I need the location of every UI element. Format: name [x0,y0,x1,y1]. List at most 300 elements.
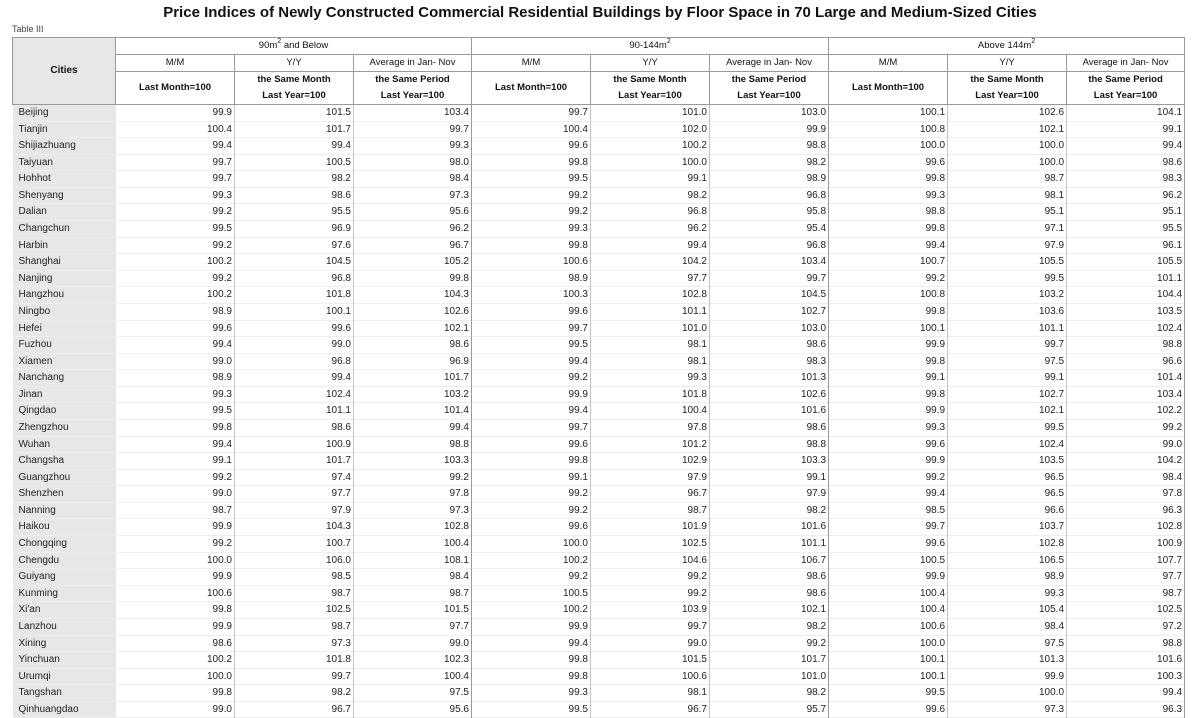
index-value: 97.7 [354,618,472,635]
city-name: Tianjin [13,121,116,138]
index-value: 98.5 [829,502,948,519]
index-value: 102.6 [710,386,829,403]
index-value: 97.3 [354,187,472,204]
index-value: 96.7 [591,486,710,503]
column-base-avg-top: the Same Period [1067,72,1185,89]
city-name: Shijiazhuang [13,138,116,155]
index-value: 99.8 [116,685,235,702]
index-value: 99.2 [116,270,235,287]
table-row [13,436,1185,453]
index-value: 103.2 [948,287,1067,304]
index-value: 96.6 [948,502,1067,519]
index-value: 95.1 [1067,204,1185,221]
index-value: 99.4 [116,337,235,354]
index-value: 98.7 [354,585,472,602]
index-value: 99.3 [116,386,235,403]
index-value: 99.7 [829,519,948,536]
city-name: Hangzhou [13,287,116,304]
index-value: 99.4 [829,237,948,254]
index-value: 99.4 [829,486,948,503]
index-value: 99.8 [829,171,948,188]
column-base-mm: Last Month=100 [116,72,235,105]
column-base-mm: Last Month=100 [829,72,948,105]
table-row [13,386,1185,403]
table-row [13,105,1185,122]
index-value: 101.5 [354,602,472,619]
column-header-yy: Y/Y [235,55,354,72]
column-header-row [13,55,1185,72]
index-value: 96.7 [354,237,472,254]
table-row [13,121,1185,138]
index-value: 98.7 [235,585,354,602]
index-value: 99.2 [116,204,235,221]
index-value: 98.4 [354,171,472,188]
index-value: 100.4 [829,585,948,602]
index-value: 97.5 [354,685,472,702]
index-value: 106.0 [235,552,354,569]
table-row [13,453,1185,470]
index-value: 101.1 [591,303,710,320]
index-value: 98.8 [354,436,472,453]
table-row [13,502,1185,519]
city-name: Wuhan [13,436,116,453]
table-row [13,701,1185,718]
city-name: Kunming [13,585,116,602]
index-value: 98.6 [710,419,829,436]
index-value: 101.0 [591,320,710,337]
index-value: 99.0 [235,337,354,354]
city-name: Guangzhou [13,469,116,486]
table-row [13,337,1185,354]
index-value: 102.5 [235,602,354,619]
index-value: 99.6 [829,536,948,553]
index-value: 100.3 [1067,668,1185,685]
cities-header: Cities [13,38,116,105]
index-value: 99.8 [829,303,948,320]
index-value: 101.7 [235,121,354,138]
city-name: Qinhuangdao [13,701,116,718]
index-value: 98.8 [710,138,829,155]
index-value: 99.8 [354,270,472,287]
table-row [13,685,1185,702]
index-value: 99.1 [116,453,235,470]
index-value: 103.6 [948,303,1067,320]
city-name: Beijing [13,105,116,122]
index-value: 98.1 [591,353,710,370]
index-value: 96.5 [948,486,1067,503]
index-value: 103.2 [354,386,472,403]
table-row [13,635,1185,652]
city-name: Guiyang [13,569,116,586]
index-value: 98.6 [235,419,354,436]
table-row [13,569,1185,586]
index-value: 99.3 [116,187,235,204]
index-value: 100.1 [235,303,354,320]
index-value: 103.4 [1067,386,1185,403]
index-value: 100.1 [829,105,948,122]
index-value: 98.6 [354,337,472,354]
index-value: 99.8 [829,221,948,238]
index-value: 98.2 [710,154,829,171]
index-value: 99.7 [948,337,1067,354]
index-value: 99.9 [116,519,235,536]
index-value: 98.2 [591,187,710,204]
index-value: 97.9 [235,502,354,519]
index-value: 100.5 [472,585,591,602]
index-value: 99.2 [1067,419,1185,436]
index-value: 98.1 [948,187,1067,204]
index-value: 96.1 [1067,237,1185,254]
index-value: 97.4 [235,469,354,486]
index-value: 105.5 [1067,254,1185,271]
table-row [13,618,1185,635]
index-value: 96.8 [710,237,829,254]
index-value: 97.7 [1067,569,1185,586]
index-value: 99.5 [472,171,591,188]
index-value: 101.7 [354,370,472,387]
index-value: 99.5 [829,685,948,702]
index-value: 99.1 [948,370,1067,387]
city-name: Shanghai [13,254,116,271]
index-value: 106.5 [948,552,1067,569]
index-value: 100.0 [591,154,710,171]
index-value: 99.8 [472,453,591,470]
index-value: 100.5 [235,154,354,171]
city-name: Qingdao [13,403,116,420]
index-value: 104.5 [235,254,354,271]
index-value: 99.9 [116,618,235,635]
index-value: 99.9 [829,569,948,586]
table-row [13,652,1185,669]
city-name: Xining [13,635,116,652]
index-value: 99.4 [116,138,235,155]
index-value: 99.8 [472,154,591,171]
index-value: 102.7 [710,303,829,320]
index-value: 98.8 [1067,337,1185,354]
index-value: 99.9 [829,403,948,420]
index-value: 97.8 [1067,486,1185,503]
index-value: 108.1 [354,552,472,569]
index-value: 99.2 [710,635,829,652]
index-value: 99.5 [472,337,591,354]
index-value: 100.4 [472,121,591,138]
index-value: 100.9 [1067,536,1185,553]
index-value: 99.3 [472,221,591,238]
index-value: 98.7 [235,618,354,635]
index-value: 98.3 [710,353,829,370]
table-row [13,138,1185,155]
index-value: 98.9 [472,270,591,287]
index-value: 99.1 [472,469,591,486]
index-value: 103.5 [948,453,1067,470]
index-value: 98.0 [354,154,472,171]
index-value: 99.2 [472,370,591,387]
index-value: 100.1 [829,668,948,685]
index-value: 100.4 [354,536,472,553]
table-row [13,303,1185,320]
index-value: 101.8 [235,652,354,669]
index-value: 101.1 [948,320,1067,337]
city-name: Zhengzhou [13,419,116,436]
table-header [13,38,1185,105]
index-value: 99.9 [472,386,591,403]
city-name: Nanning [13,502,116,519]
index-value: 99.7 [472,105,591,122]
index-value: 96.3 [1067,502,1185,519]
column-header-yy: Y/Y [591,55,710,72]
index-value: 99.2 [591,569,710,586]
index-value: 100.4 [116,121,235,138]
index-value: 99.2 [829,270,948,287]
column-header-mm: M/M [829,55,948,72]
index-value: 102.5 [591,536,710,553]
index-value: 104.2 [591,254,710,271]
index-value: 100.8 [829,121,948,138]
index-value: 101.4 [354,403,472,420]
index-value: 103.0 [710,320,829,337]
index-value: 100.0 [116,668,235,685]
index-value: 98.2 [710,502,829,519]
index-value: 97.7 [235,486,354,503]
index-value: 99.6 [829,154,948,171]
table-row [13,254,1185,271]
column-header-mm: M/M [116,55,235,72]
index-value: 99.2 [116,536,235,553]
index-value: 105.4 [948,602,1067,619]
index-value: 97.1 [948,221,1067,238]
index-value: 99.6 [472,138,591,155]
index-value: 102.9 [591,453,710,470]
index-value: 97.9 [591,469,710,486]
index-value: 99.0 [116,701,235,718]
index-value: 99.0 [1067,436,1185,453]
city-name: Dalian [13,204,116,221]
table-row [13,154,1185,171]
index-value: 102.8 [948,536,1067,553]
table-row [13,585,1185,602]
city-name: Xi'an [13,602,116,619]
index-value: 99.3 [948,585,1067,602]
group-header-above-144: Above $144m^2$ [829,38,1185,55]
index-value: 102.0 [591,121,710,138]
column-header-avg: Average in Jan- Nov [1067,55,1185,72]
price-index-table [12,37,1185,718]
index-value: 102.7 [948,386,1067,403]
column-base-avg-top: the Same Period [710,72,829,89]
table-row [13,519,1185,536]
index-value: 99.6 [472,436,591,453]
index-value: 99.1 [591,171,710,188]
index-value: 102.1 [710,602,829,619]
column-base-yy-bottom: Last Year=100 [948,88,1067,105]
index-value: 101.6 [710,403,829,420]
index-value: 99.2 [472,502,591,519]
index-value: 99.2 [829,469,948,486]
table-row [13,287,1185,304]
city-name: Chengdu [13,552,116,569]
index-value: 99.0 [354,635,472,652]
column-header-avg: Average in Jan- Nov [354,55,472,72]
index-value: 96.5 [948,469,1067,486]
index-value: 97.3 [235,635,354,652]
table-row [13,403,1185,420]
index-value: 95.7 [710,701,829,718]
index-value: 104.6 [591,552,710,569]
index-value: 98.9 [948,569,1067,586]
index-value: 99.4 [1067,138,1185,155]
city-name: Nanjing [13,270,116,287]
index-value: 99.8 [116,419,235,436]
index-value: 99.8 [829,353,948,370]
index-value: 100.8 [829,287,948,304]
index-value: 98.6 [235,187,354,204]
table-row [13,469,1185,486]
index-value: 96.8 [591,204,710,221]
index-value: 103.3 [710,453,829,470]
index-value: 98.4 [1067,469,1185,486]
index-value: 98.7 [1067,585,1185,602]
city-name: Ningbo [13,303,116,320]
index-value: 99.4 [1067,685,1185,702]
column-base-row [13,72,1185,89]
city-name: Xiamen [13,353,116,370]
index-value: 98.7 [116,502,235,519]
index-value: 101.8 [591,386,710,403]
table-row [13,602,1185,619]
index-value: 97.5 [948,635,1067,652]
index-value: 98.2 [235,171,354,188]
table-row [13,370,1185,387]
index-value: 96.8 [235,353,354,370]
index-value: 98.5 [235,569,354,586]
index-value: 99.7 [116,154,235,171]
index-value: 99.2 [116,469,235,486]
index-value: 103.7 [948,519,1067,536]
index-value: 99.6 [829,436,948,453]
index-value: 96.2 [1067,187,1185,204]
index-value: 100.0 [948,138,1067,155]
index-value: 99.2 [472,204,591,221]
index-value: 103.0 [710,105,829,122]
index-value: 103.4 [710,254,829,271]
table-row [13,221,1185,238]
city-name: Changsha [13,453,116,470]
index-value: 99.5 [948,270,1067,287]
index-value: 96.8 [235,270,354,287]
index-value: 99.4 [116,436,235,453]
index-value: 99.4 [472,635,591,652]
index-value: 102.1 [948,121,1067,138]
index-value: 98.6 [1067,154,1185,171]
index-value: 106.7 [710,552,829,569]
index-value: 99.6 [472,303,591,320]
index-value: 100.9 [235,436,354,453]
index-value: 98.8 [710,436,829,453]
index-value: 100.6 [829,618,948,635]
index-value: 101.5 [235,105,354,122]
column-base-avg-bottom: Last Year=100 [1067,88,1185,105]
index-value: 102.4 [235,386,354,403]
index-value: 96.2 [354,221,472,238]
index-value: 101.1 [1067,270,1185,287]
index-value: 99.9 [710,121,829,138]
index-value: 97.5 [948,353,1067,370]
index-value: 99.9 [116,569,235,586]
index-value: 104.1 [1067,105,1185,122]
index-value: 102.4 [1067,320,1185,337]
index-value: 101.2 [591,436,710,453]
index-value: 99.3 [829,187,948,204]
index-value: 99.3 [354,138,472,155]
index-value: 99.5 [472,701,591,718]
index-value: 104.3 [354,287,472,304]
index-value: 101.9 [591,519,710,536]
index-value: 95.5 [235,204,354,221]
index-value: 102.3 [354,652,472,669]
city-name: Hefei [13,320,116,337]
index-value: 98.3 [1067,171,1185,188]
index-value: 99.3 [472,685,591,702]
index-value: 103.9 [591,602,710,619]
index-value: 98.6 [116,635,235,652]
group-header-90-144: $90-144m^2$ [472,38,829,55]
index-value: 99.2 [591,585,710,602]
table-row [13,552,1185,569]
city-name: Jinan [13,386,116,403]
index-value: 98.8 [829,204,948,221]
index-value: 100.3 [472,287,591,304]
index-value: 99.7 [591,618,710,635]
column-base-yy-bottom: Last Year=100 [591,88,710,105]
index-value: 99.7 [472,320,591,337]
index-value: 96.3 [1067,701,1185,718]
index-value: 102.2 [1067,403,1185,420]
column-base-yy-top: the Same Month [948,72,1067,89]
index-value: 101.4 [1067,370,1185,387]
index-value: 99.2 [116,237,235,254]
city-name: Lanzhou [13,618,116,635]
index-value: 99.9 [948,668,1067,685]
index-value: 99.4 [472,403,591,420]
column-base-avg-bottom: Last Year=100 [710,88,829,105]
index-value: 100.6 [116,585,235,602]
table-body [13,105,1185,718]
index-value: 97.7 [591,270,710,287]
index-value: 98.2 [710,618,829,635]
index-value: 101.0 [591,105,710,122]
index-value: 102.1 [948,403,1067,420]
index-value: 103.5 [1067,303,1185,320]
index-value: 99.6 [235,320,354,337]
index-value: 100.2 [116,254,235,271]
index-value: 102.1 [354,320,472,337]
index-value: 99.4 [235,370,354,387]
index-value: 96.2 [591,221,710,238]
index-value: 104.5 [710,287,829,304]
index-value: 99.8 [472,237,591,254]
index-value: 100.2 [591,138,710,155]
index-value: 101.7 [235,453,354,470]
table-row [13,353,1185,370]
index-value: 99.6 [116,320,235,337]
index-value: 99.9 [829,453,948,470]
index-value: 101.7 [710,652,829,669]
index-value: 99.4 [472,353,591,370]
index-value: 100.2 [472,552,591,569]
table-row [13,204,1185,221]
city-name: Chongqing [13,536,116,553]
column-header-yy: Y/Y [948,55,1067,72]
